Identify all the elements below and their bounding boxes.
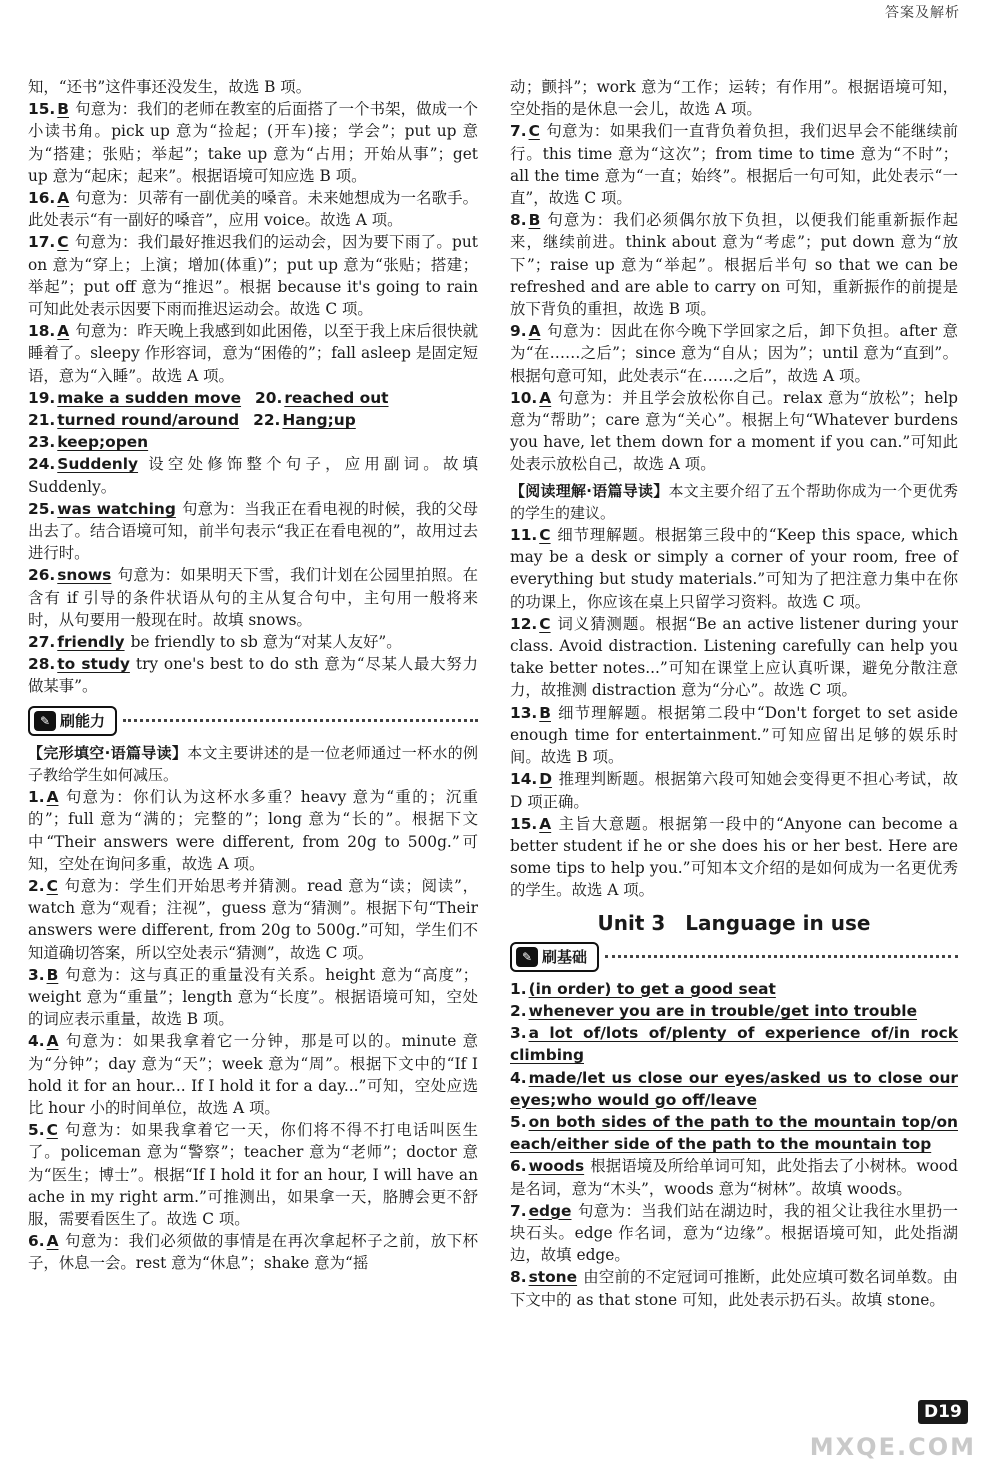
item-number: 8. <box>510 1268 527 1287</box>
item-explanation: 句意为：我们必须偶尔放下负担，以便我们能重新振作起来，继续前进。think about 意为“考虑”；put down 意为“放下”；raise up 意为“举起”。根据后半句 so that we can be refreshed and are able to carry on 可知，重新振作的前提是放下背负的重担，故选 B 项。 <box>510 211 958 319</box>
answer-item <box>28 1230 478 1274</box>
item-explanation: 句意为：学生们开始思考并猜测。read 意为“读；阅读”，watch 意为“观看；注视”，guess 意为“猜测”。根据下句“Their answers were different, from 20g to 500g.”可知，学生们不知道确切答案，所以空处表示“猜测”，故选 C 项。 <box>28 876 478 962</box>
badge-label: 刷基础 <box>542 947 588 966</box>
item-number: 22. <box>253 411 281 430</box>
item-answer: on both sides of the path to the mountain top/on each/either side of the path to the mountain top <box>510 1112 958 1154</box>
item-answer: whenever you are in trouble/get into trouble <box>528 1001 918 1020</box>
item-explanation: 句意为：昨天晚上我感到如此困倦，以至于我上床后很快就睡着了。sleepy 作形容词，意为“困倦的”；fall asleep 是固定短语，意为“入睡”。故选 A 项。 <box>28 322 478 385</box>
answer-item <box>28 431 478 453</box>
item-explanation: 主旨大意题。根据第一段中的“Anyone can become a better student if he or she does his or her best. Here are some tips to help you.”可知本文介绍的是如何成为一名更优秀的学生。故选 A 项。 <box>510 814 958 900</box>
item-explanation: 句意为：如果我拿着它一分钟，那是可以的。minute 意为“分钟”；day 意为“天”；week 意为“周”。根据下文中的“If I hold it for an hour... If I hold it for a day...”可知，空处应选比 hour 小的时间单位，故选 A 项。 <box>28 1032 478 1117</box>
item-answer: make a sudden move <box>57 388 242 407</box>
answer-item <box>28 76 478 98</box>
item-explanation: 句意为：当我正在看电视的时候，我的父母出去了。结合语境可知，前半句表示“我正在看电视的”，故用过去进行时。 <box>28 499 478 563</box>
answer-item <box>28 498 478 565</box>
answer-item <box>510 120 958 209</box>
item-number: 13. <box>510 703 538 722</box>
item-answer: A <box>528 322 541 341</box>
passage-guide-cloze: 【完形填空·语篇导读】本文主要讲述的是一位老师通过一杯水的例子教给学生如何减压。 <box>28 743 478 784</box>
section-badge-ability <box>28 704 478 738</box>
item-answer: Hang;up <box>282 411 356 430</box>
item-answer: A <box>539 388 552 407</box>
item-explanation: 句意为：如果我拿着它一天，你们将不得不打电话叫医生了。policeman 意为“警察”；teacher 意为“老师”；doctor 意为“医生；博士”。根据“If I hold it for an hour, I will have an ache in my right arm.”可推测出，如果拿一天，胳膊会更不舒服，需要看医生了。故选 C 项。 <box>28 1121 478 1228</box>
item-explanation: 句意为：贝蒂有一副优美的嗓音。未来她想成为一名歌手。此处表示“有一副好的嗓音”，应用 voice。故选 A 项。 <box>28 189 478 230</box>
item-answer: reached out <box>284 388 389 407</box>
item-answer: a lot of/lots of/plenty of experience of/in rock climbing <box>510 1024 958 1065</box>
item-explanation: 句意为：因此在你今晚下学回家之后，卸下负担。after 意为“在……之后”；since 意为“自从；因为”；until 意为“直到”。根据句意可知，此处表示“在……之后”，故选 A 项。 <box>510 322 958 385</box>
item-number: 20. <box>255 388 283 407</box>
item-explanation: 句意为：并且学会放松你自己。relax 意为“放松”；help 意为“帮助”；care 意为“关心”。根据上句“Whatever burdens you have, let them down for a moment if you can.”可知此处表示放松自己，故选 A 项。 <box>510 388 958 474</box>
dotted-divider <box>605 955 958 958</box>
item-answer: Suddenly <box>57 455 139 474</box>
item-explanation: 由空前的不定冠词可推断，此处应填可数名词单数。由下文中的 as that stone 可知，此处表示扔石头。故填 stone。 <box>510 1268 958 1309</box>
item-number: 28. <box>28 655 56 674</box>
item-answer: D <box>539 770 553 789</box>
answer-item <box>28 453 478 497</box>
item-answer: C <box>46 1121 58 1140</box>
item-number: 8. <box>510 211 527 230</box>
item-number: 18. <box>28 322 56 341</box>
right-column <box>510 76 958 1311</box>
item-number: 4. <box>510 1068 527 1087</box>
answer-item <box>28 98 478 187</box>
item-answer: B <box>46 965 59 984</box>
watermark-logo: MXQE.COM <box>809 1432 976 1461</box>
item-explanation: 句意为：你们认为这杯水多重？heavy 意为“重的；沉重的”；full 意为“满的；完整的”；long 意为“长的”。根据下文中“Their answers were different, from 20g to 500g.”可知，空处在询问多重，故选 A 项。 <box>28 788 478 873</box>
item-number: 17. <box>28 233 56 252</box>
item-number: 26. <box>28 566 56 585</box>
answer-item <box>28 231 478 320</box>
unit-title: Unit 3 Language in use <box>597 910 871 935</box>
item-explanation: 句意为：这与真正的重量没有关系。height 意为“高度”；weight 意为“重量”；length 意为“长度”。根据语境可知，空处的词应表示重量，故选 B 项。 <box>28 965 478 1029</box>
left-column <box>28 76 478 1275</box>
item-answer: was watching <box>57 499 176 518</box>
answer-item <box>510 702 958 769</box>
badge-icon: ✎ <box>516 947 538 967</box>
item-number: 12. <box>510 614 538 633</box>
answer-item <box>510 1266 958 1310</box>
item-explanation: be friendly to sb 意为“对某人友好”。 <box>130 633 402 652</box>
answer-item <box>510 209 958 320</box>
passage-guide-reading: 【阅读理解·语篇导读】本文主要介绍了五个帮助你成为一个更优秀的学生的建议。 <box>510 481 958 522</box>
item-number: 1. <box>28 788 45 807</box>
answer-item <box>510 1022 958 1066</box>
badge-label: 刷能力 <box>60 711 106 730</box>
item-answer: A <box>46 1232 59 1251</box>
page-header: 答案及解析 <box>885 5 960 21</box>
item-number: 23. <box>28 433 56 452</box>
item-number: 14. <box>510 770 538 789</box>
item-answer: A <box>46 788 59 807</box>
item-answer: turned round/around <box>57 411 240 430</box>
answer-item <box>28 964 478 1031</box>
item-answer: C <box>57 233 69 252</box>
item-answer: made/let us close our eyes/asked us to close our eyes;who would go off/leave <box>510 1068 958 1109</box>
answer-item <box>28 1119 478 1230</box>
item-explanation: 细节理解题。根据第二段中“Don't forget to set aside enough time for entertainment.”可知应留出足够的娱乐时间。故选 B 项。 <box>510 703 958 767</box>
item-answer: keep;open <box>57 433 149 452</box>
item-explanation: 根据语境及所给单词可知，此处指去了小树林。wood 是名词，意为“木头”，woods 意为“树林”。故填 woods。 <box>510 1157 958 1198</box>
answer-item <box>510 978 958 1000</box>
item-number: 21. <box>28 411 56 430</box>
answer-item <box>510 76 958 120</box>
item-answer: friendly <box>57 633 125 652</box>
item-answer: to study <box>57 655 130 674</box>
item-answer: A <box>539 814 552 833</box>
answer-item <box>510 320 958 387</box>
answer-item <box>28 564 478 631</box>
answer-pair <box>28 387 478 409</box>
item-answer: stone <box>528 1268 578 1287</box>
item-answer: edge <box>528 1201 572 1220</box>
answer-item <box>510 613 958 702</box>
answer-item <box>28 786 478 875</box>
answer-item <box>510 1111 958 1155</box>
item-explanation: try one's best to do sth 意为“尽某人最大努力做某事”。 <box>28 655 478 696</box>
item-answer: (in order) to get a good seat <box>528 979 776 998</box>
item-explanation: 知，“还书”这件事还没发生，故选 B 项。 <box>28 78 312 96</box>
item-explanation: 句意为：当我们站在湖边时，我的祖父让我往水里扔一块石头。edge 作名词，意为“边缘”。根据语境可知，此处指湖边，故填 edge。 <box>510 1201 958 1265</box>
item-number: 5. <box>510 1112 527 1131</box>
item-explanation: 动；颤抖”；work 意为“工作；运转；有作用”。根据语境可知，空处指的是休息一会儿，故选 A 项。 <box>510 78 958 119</box>
item-number: 19. <box>28 388 56 407</box>
item-answer: A <box>57 322 70 341</box>
item-answer: C <box>539 526 551 545</box>
item-answer: C <box>539 614 551 633</box>
item-number: 16. <box>28 189 56 208</box>
item-number: 5. <box>28 1121 45 1140</box>
item-number: 25. <box>28 499 56 518</box>
item-explanation: 句意为：如果我们一直背负着负担，我们迟早会不能继续前行。this time 意为“这次”；from time to time 意为“不时”；all the time 意为“一直；始终”。根据后一句可知，此处表示“一直”，故选 C 项。 <box>510 122 958 208</box>
item-number: 2. <box>28 876 45 895</box>
item-explanation: 句意为：如果明天下雪，我们计划在公园里拍照。在含有 if 引导的条件状语从句的主从复合句中，主句用一般将来时，从句要用一般现在时。故填 snows。 <box>28 566 478 629</box>
item-number: 10. <box>510 388 538 407</box>
item-explanation: 词义猜测题。根据“Be an active listener during your class. Avoid distraction. Listening carefully can help you take better notes...”可知在课堂上应认真听课，避免分散注意力，故推测 distraction 意为“分心”。故选 C 项。 <box>510 614 958 700</box>
item-number: 7. <box>510 122 527 141</box>
item-answer: snows <box>57 566 112 585</box>
item-answer: B <box>57 100 69 119</box>
item-number: 1. <box>510 979 527 998</box>
answer-pair <box>28 409 478 431</box>
item-number: 6. <box>28 1232 45 1251</box>
item-answer: B <box>539 703 551 722</box>
item-number: 27. <box>28 633 56 652</box>
answer-item <box>28 653 478 697</box>
item-number: 4. <box>28 1032 45 1051</box>
answer-item <box>510 1200 958 1267</box>
item-explanation: 句意为：我们必须做的事情是在再次拿起杯子之前，放下杯子，休息一会。rest 意为“休息”；shake 意为“摇 <box>28 1232 478 1273</box>
item-answer: A <box>46 1032 59 1051</box>
item-explanation: 推理判断题。根据第六段可知她会变得更不担心考试，故 D 项正确。 <box>510 770 958 811</box>
item-explanation: 句意为：我们最好推迟我们的运动会，因为要下雨了。put on 意为“穿上；上演；增加(体重)”；put up 意为“张贴；搭建；举起”；put off 意为“推迟”。根据 because it's going to rain 可知此处表示因要下雨而推迟运动会。故选 C 项。 <box>28 233 478 319</box>
item-number: 3. <box>28 965 45 984</box>
item-answer: A <box>57 189 70 208</box>
answer-item <box>28 320 478 387</box>
item-number: 6. <box>510 1157 527 1176</box>
item-number: 9. <box>510 322 527 341</box>
answer-item <box>28 187 478 231</box>
answer-item <box>510 1155 958 1199</box>
item-explanation: 句意为：我们的老师在教室的后面搭了一个书架，做成一个小读书角。pick up 意为“捡起；(开车)接；学会”；put up 意为“搭建；张贴；举起”；take up 意为“占用；开始从事”；get up 意为“起床；起来”。根据语境可知应选 B 项。 <box>28 100 478 185</box>
dotted-divider <box>123 719 478 722</box>
item-number: 24. <box>28 455 56 474</box>
item-answer: woods <box>528 1157 585 1176</box>
answer-item <box>510 768 958 812</box>
item-number: 7. <box>510 1201 527 1220</box>
item-answer: C <box>46 876 58 895</box>
item-explanation: 细节理解题。根据第三段中的“Keep this space, which may be a desk or simply a corner of your room, free of everything but study materials.”可知为了把注意力集中在你的功课上，你应该在桌上只留学习资料。故选 C 项。 <box>510 526 958 611</box>
badge-icon: ✎ <box>34 711 56 731</box>
item-number: 11. <box>510 526 538 545</box>
item-explanation: 设空处修饰整个句子，应用副词。故填 Suddenly。 <box>28 455 478 496</box>
answer-item <box>510 387 958 476</box>
item-answer: B <box>528 211 541 230</box>
item-answer: C <box>528 122 540 141</box>
answer-item <box>510 524 958 613</box>
answer-item <box>510 1067 958 1111</box>
answer-item <box>510 1000 958 1022</box>
answer-item <box>28 1030 478 1119</box>
answer-item <box>510 813 958 902</box>
section-badge-basics <box>510 940 958 974</box>
item-number: 15. <box>510 814 538 833</box>
item-number: 15. <box>28 100 56 119</box>
answer-item <box>28 875 478 964</box>
item-number: 3. <box>510 1024 527 1043</box>
item-number: 2. <box>510 1001 527 1020</box>
answer-item <box>28 631 478 653</box>
page-number: D19 <box>918 1400 968 1424</box>
